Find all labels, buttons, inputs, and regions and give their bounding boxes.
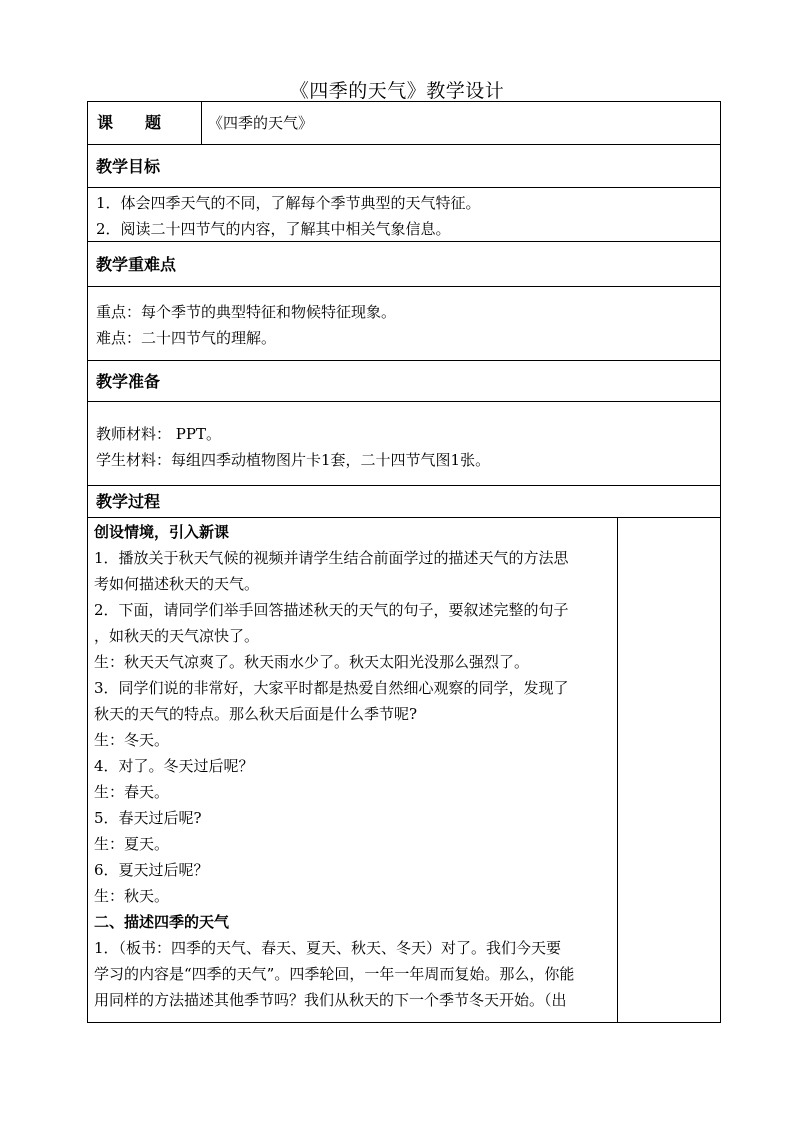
process-line: 生：冬天。 <box>94 731 170 749</box>
lesson-plan-table <box>87 101 721 1023</box>
process-side-divider <box>617 518 618 1022</box>
goals-heading: 教学目标 <box>96 157 161 176</box>
process-line: ，如秋天的天气凉快了。 <box>94 627 260 645</box>
process-heading-row <box>88 486 720 518</box>
process-line: 用同样的方法描述其他季节吗？我们从秋天的下一个季节冬天开始。（出 <box>94 991 567 1009</box>
process-line: 创设情境，引入新课 <box>94 523 230 541</box>
process-line: 3．同学们说的非常好，大家平时都是热爱自然细心观察的同学，发现了 <box>94 679 569 697</box>
goal-item: 1．体会四季天气的不同，了解每个季节典型的天气特征。 <box>96 194 481 212</box>
keypoints-heading: 教学重难点 <box>96 255 177 274</box>
preparation-item: 学生材料：每组四季动植物图片卡1套，二十四节气图1张。 <box>96 451 491 469</box>
process-line: 生：秋天。 <box>94 887 170 905</box>
process-lines <box>94 519 574 1013</box>
process-line: 秋天的天气的特点。那么秋天后面是什么季节呢? <box>94 705 418 723</box>
goals-content-row <box>88 188 720 242</box>
process-line: 6．夏天过后呢？ <box>94 861 209 879</box>
process-line: 生：秋天天气凉爽了。秋天雨水少了。秋天太阳光没那么强烈了。 <box>94 653 530 671</box>
process-line: 考如何描述秋天的天气。 <box>94 575 260 593</box>
preparation-content-row <box>88 402 720 486</box>
preparation-heading-row <box>88 361 720 402</box>
process-line: 学习的内容是“四季的天气”。四季轮回，一年一年周而复始。那么，你能 <box>94 965 575 983</box>
preparation-item: 教师材料： PPT。 <box>96 425 221 443</box>
preparation-heading: 教学准备 <box>96 372 161 391</box>
topic-row <box>88 102 720 145</box>
keypoints-content-row <box>88 287 720 361</box>
process-line: 4．对了。冬天过后呢？ <box>94 757 254 775</box>
keypoint-item: 难点：二十四节气的理解。 <box>96 329 277 347</box>
topic-value: 《四季的天气》 <box>208 114 314 132</box>
process-line: 1．（板书：四季的天气、春天、夏天、秋天、冬天）对了。我们今天要 <box>94 939 562 957</box>
process-heading: 教学过程 <box>96 492 161 511</box>
topic-divider <box>201 102 202 144</box>
topic-label: 课 题 <box>97 113 162 132</box>
process-content-row <box>88 518 720 1022</box>
process-line: 生：春天。 <box>94 783 170 801</box>
document-title: 《四季的天气》教学设计 <box>289 80 505 102</box>
goal-item: 2．阅读二十四节气的内容，了解其中相关气象信息。 <box>96 220 451 238</box>
keypoint-item: 重点：每个季节的典型特征和物候特征现象。 <box>96 303 397 321</box>
keypoints-heading-row <box>88 242 720 287</box>
process-line: 二、描述四季的天气 <box>94 913 230 931</box>
goals-heading-row <box>88 145 720 188</box>
process-line: 2．下面，请同学们举手回答描述秋天的天气的句子，要叙述完整的句子 <box>94 601 569 619</box>
process-line: 生：夏天。 <box>94 835 170 853</box>
process-line: 5．春天过后呢? <box>94 809 202 827</box>
process-line: 1．播放关于秋天气候的视频并请学生结合前面学过的描述天气的方法思 <box>94 549 569 567</box>
